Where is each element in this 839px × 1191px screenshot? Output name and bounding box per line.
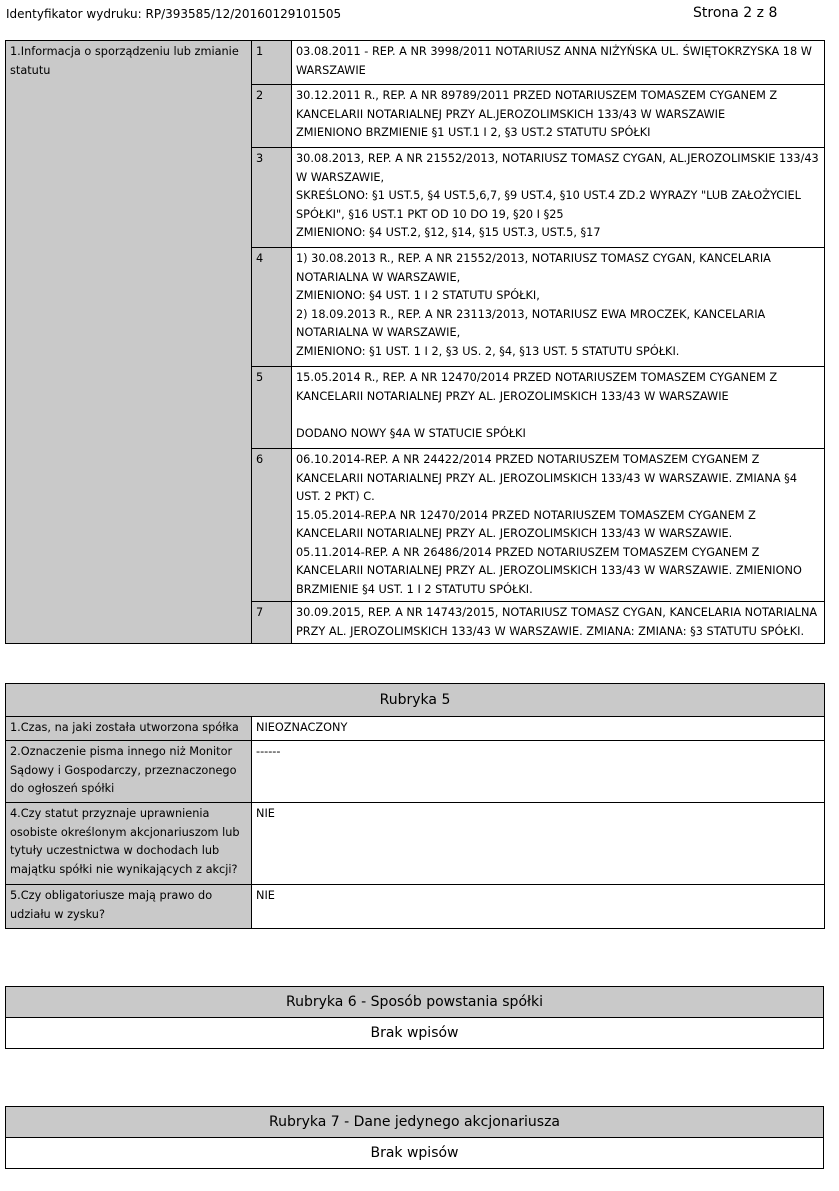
entry-text: 06.10.2014-REP. A NR 24422/2014 PRZED NOTARIUSZEM TOMASZEM CYGANEM Z KANCELARII NOTARIALNEJ PRZY AL. JEROZOLIMSKICH 133/43 W WARSZAWIE. ZMIANA §4 UST. 2 PKT) C. 15.05.2014-REP.A NR 12470/2014 PRZED NOTARIUSZEM TOMASZEM CYGANEM Z KANCELARII NOTARIALNEJ PRZY AL. JEROZOLIMSKICH 133/43 W WARSZAWIE. 05.11.2014-REP. A NR 26486/2014 PRZED NOTARIUSZEM TOMASZEM CYGANEM Z KANCELARII NOTARIALNEJ PRZY AL. JEROZOLIMSKICH 133/43 W WARSZAWIE. ZMIENIONO BRZMIENIE §4 UST. 1 I 2 STATUTU SPÓŁKI.	[292, 449, 825, 602]
entry-text: 30.09.2015, REP. A NR 14743/2015, NOTARIUSZ TOMASZ CYGAN, KANCELARIA NOTARIALNA PRZY AL. JEROZOLIMSKICH 133/43 W WARSZAWIE. ZMIANA: ZMIANA: §3 STATUTU SPÓŁKI.	[292, 602, 825, 644]
entry-number: 7	[252, 602, 292, 644]
no-entries-text: Brak wpisów	[6, 1138, 824, 1169]
table-row	[6, 741, 825, 803]
entry-text: 1) 30.08.2013 R., REP. A NR 21552/2013, NOTARIUSZ TOMASZ CYGAN, KANCELARIA NOTARIALNA W WARSZAWIE, ZMIENIONO: §4 UST. 1 I 2 STATUTU SPÓŁKI, 2) 18.09.2013 R., REP. A NR 23113/2013, NOTARIUSZ EWA MROCZEK, KANCELARIA NOTARIALNA W WARSZAWIE, ZMIENIONO: §1 UST. 1 I 2, §3 US. 2, §4, §13 UST. 5 STATUTU SPÓŁKI.	[292, 248, 825, 367]
rubryka-7-title: Rubryka 7 - Dane jedynego akcjonariusza	[6, 1107, 824, 1138]
statute-table	[5, 40, 825, 644]
field-value: NIE	[252, 885, 825, 929]
statute-label: 1.Informacja o sporządzeniu lub zmianie statutu	[6, 41, 252, 644]
rubryka-5-table	[5, 683, 825, 929]
rubryka-7-table	[5, 1106, 824, 1169]
rubryka-5-title: Rubryka 5	[6, 684, 825, 717]
entry-text: 03.08.2011 - REP. A NR 3998/2011 NOTARIUSZ ANNA NIŻYŃSKA UL. ŚWIĘTOKRZYSKA 18 W WARSZAWIE	[292, 41, 825, 85]
entry-text: 15.05.2014 R., REP. A NR 12470/2014 PRZED NOTARIUSZEM TOMASZEM CYGANEM Z KANCELARII NOTARIALNEJ PRZY AL. JEROZOLIMSKICH 133/43 W WARSZAWIE DODANO NOWY §4A W STATUCIE SPÓŁKI	[292, 367, 825, 449]
rubryka-6-table	[5, 986, 824, 1049]
entry-number: 3	[252, 148, 292, 248]
field-label: 5.Czy obligatoriusze mają prawo do udziału w zysku?	[6, 885, 252, 929]
print-identifier: Identyfikator wydruku: RP/393585/12/20160129101505	[6, 7, 342, 21]
entry-text: 30.12.2011 R., REP. A NR 89789/2011 PRZED NOTARIUSZEM TOMASZEM CYGANEM Z KANCELARII NOTARIALNEJ PRZY AL.JEROZOLIMSKICH 133/43 W WARSZAWIE ZMIENIONO BRZMIENIE §1 UST.1 I 2, §3 UST.2 STATUTU SPÓŁKI	[292, 85, 825, 148]
rubryka-6-title: Rubryka 6 - Sposób powstania spółki	[6, 987, 824, 1018]
no-entries-text: Brak wpisów	[6, 1018, 824, 1049]
field-value: ------	[252, 741, 825, 803]
entry-number: 5	[252, 367, 292, 449]
field-label: 1.Czas, na jaki została utworzona spółka	[6, 717, 252, 741]
table-row	[6, 803, 825, 885]
page-number: Strona 2 z 8	[693, 5, 778, 21]
entry-number: 4	[252, 248, 292, 367]
entry-number: 6	[252, 449, 292, 602]
table-row	[6, 885, 825, 929]
table-row	[6, 717, 825, 741]
entry-number: 1	[252, 41, 292, 85]
field-value: NIEOZNACZONY	[252, 717, 825, 741]
entry-text: 30.08.2013, REP. A NR 21552/2013, NOTARIUSZ TOMASZ CYGAN, AL.JEROZOLIMSKIE 133/43 W WARSZAWIE, SKREŚLONO: §1 UST.5, §4 UST.5,6,7, §9 UST.4, §10 UST.4 ZD.2 WYRAZY "LUB ZAŁOŻYCIEL SPÓŁKI", §16 UST.1 PKT OD 10 DO 19, §20 I §25 ZMIENIONO: §4 UST.2, §12, §14, §15 UST.3, UST.5, §17	[292, 148, 825, 248]
table-row	[6, 41, 825, 85]
field-value: NIE	[252, 803, 825, 885]
entry-number: 2	[252, 85, 292, 148]
field-label: 2.Oznaczenie pisma innego niż Monitor Sądowy i Gospodarczy, przeznaczonego do ogłoszeń spółki	[6, 741, 252, 803]
field-label: 4.Czy statut przyznaje uprawnienia osobiste określonym akcjonariuszom lub tytuły uczestnictwa w dochodach lub majątku spółki nie wynikających z akcji?	[6, 803, 252, 885]
